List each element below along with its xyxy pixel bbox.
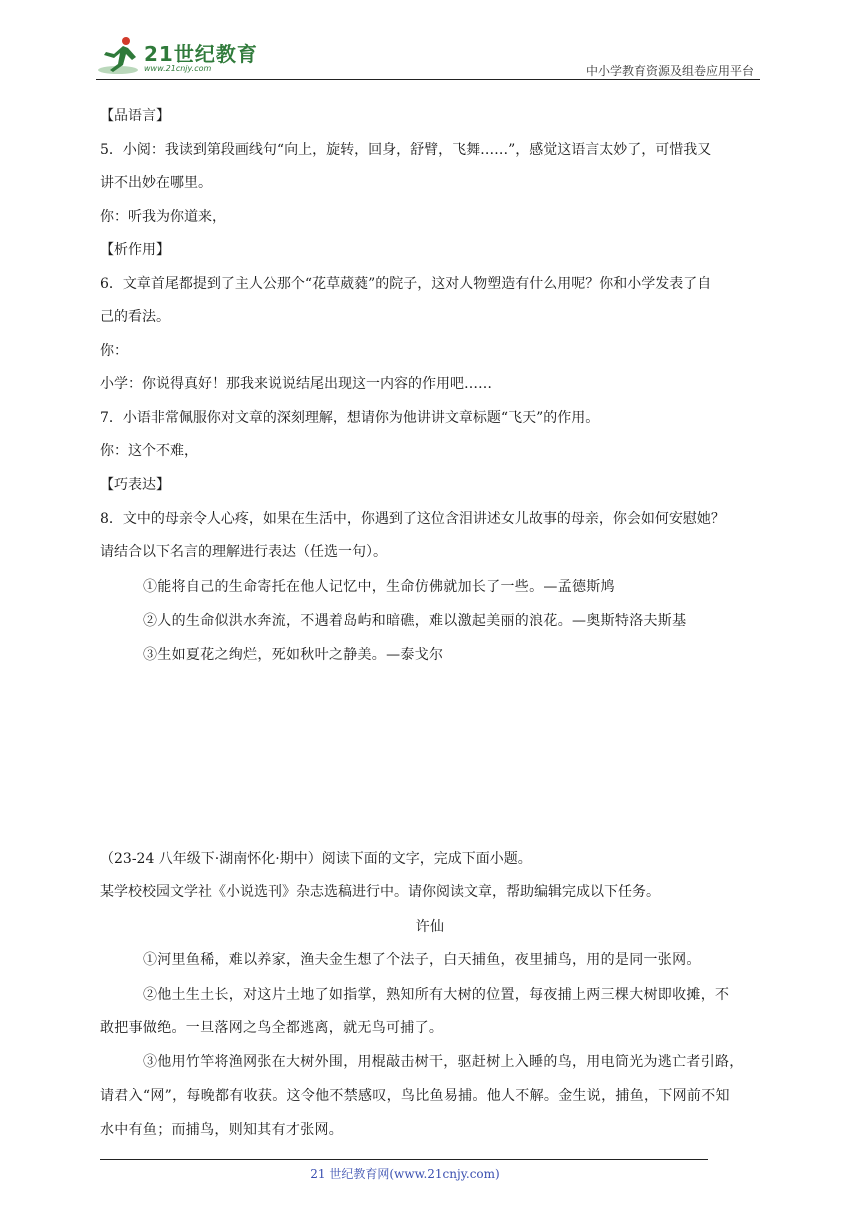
question-5-line-2: 讲不出妙在哪里。 bbox=[100, 175, 212, 191]
page-header bbox=[96, 30, 760, 80]
footer-divider bbox=[100, 1159, 708, 1160]
runner-logo-icon bbox=[96, 34, 142, 78]
quote-3: ③生如夏花之绚烂，死如秋叶之静美。—泰戈尔 bbox=[143, 647, 444, 663]
section-heading-xi-zuoyong: 【析作用】 bbox=[100, 242, 170, 258]
question-6-xiaoxue-prompt: 小学：你说得真好！那我来说说结尾出现这一内容的作用吧…… bbox=[100, 376, 492, 392]
footer-link[interactable]: 21 世纪教育网(www.21cnjy.com) bbox=[310, 1167, 500, 1181]
quote-1: ①能将自己的生命寄托在他人记忆中，生命仿佛就加长了一些。—孟德斯鸠 bbox=[143, 579, 615, 595]
question-7-line-1: 7．小语非常佩服你对文章的深刻理解，想请你为他讲讲文章标题“飞天”的作用。 bbox=[100, 410, 600, 426]
logo-url: www.21cnjy.com bbox=[144, 64, 212, 73]
passage-paragraph-2-line-2: 敢把事做绝。一旦落网之鸟全都逃离，就无鸟可捕了。 bbox=[100, 1020, 444, 1036]
question-5-line-1: 5．小阅：我读到第段画线句“向上，旋转，回身，舒臂，飞舞……”，感觉这语言太妙了，可惜我又 bbox=[100, 142, 712, 158]
question-8-line-2: 请结合以下名言的理解进行表达（任选一句）。 bbox=[100, 544, 387, 560]
logo-text: 21世纪教育 bbox=[144, 42, 258, 66]
question-8-line-1: 8．文中的母亲令人心疼，如果在生活中，你遇到了这位含泪讲述女儿故事的母亲，你会如何安慰她？ bbox=[100, 511, 725, 527]
passage-paragraph-2-line-1: ②他土生土长，对这片土地了如指掌，熟知所有大树的位置，每夜捕上两三棵大树即收摊，不 bbox=[143, 987, 730, 1003]
platform-tagline: 中小学教育资源及组卷应用平台 bbox=[585, 64, 754, 78]
question-6-line-2: 己的看法。 bbox=[100, 309, 170, 325]
quote-2: ②人的生命似洪水奔流，不遇着岛屿和暗礁，难以激起美丽的浪花。—奥斯特洛夫斯基 bbox=[143, 613, 687, 629]
passage-paragraph-3-line-2: 请君入“网”，每晚都有收获。这令他不禁感叹，鸟比鱼易捕。他人不解。金生说，捕鱼，下网前不知 bbox=[100, 1088, 730, 1104]
passage-intro: 某学校校园文学社《小说选刊》杂志选稿进行中。请你阅读文章，帮助编辑完成以下任务。 bbox=[100, 884, 660, 900]
passage-source: （23-24 八年级下·湖南怀化·期中）阅读下面的文字，完成下面小题。 bbox=[100, 851, 532, 867]
question-5-answer-prompt: 你：听我为你道来， bbox=[100, 209, 226, 225]
section-heading-pin-yuyan: 【品语言】 bbox=[100, 108, 170, 124]
passage-title: 许仙 bbox=[415, 919, 445, 935]
section-heading-qiao-biaoda: 【巧表达】 bbox=[100, 477, 170, 493]
passage-paragraph-1: ①河里鱼稀，难以养家，渔夫金生想了个法子，白天捕鱼，夜里捕鸟，用的是同一张网。 bbox=[143, 952, 701, 968]
passage-paragraph-3-line-3: 水中有鱼；而捕鸟，则知其有才张网。 bbox=[100, 1122, 344, 1138]
header-divider bbox=[96, 79, 760, 80]
question-7-answer-prompt: 你：这个不难， bbox=[100, 443, 198, 459]
site-logo[interactable] bbox=[96, 34, 266, 78]
question-6-you-prompt: 你： bbox=[100, 343, 128, 359]
passage-paragraph-3-line-1: ③他用竹竿将渔网张在大树外围，用棍敲击树干，驱赶树上入睡的鸟，用电筒光为逃亡者引路， bbox=[143, 1054, 744, 1070]
question-6-line-1: 6．文章首尾都提到了主人公那个“花草葳蕤”的院子，这对人物塑造有什么用呢？你和小学发表了自 bbox=[100, 276, 712, 292]
